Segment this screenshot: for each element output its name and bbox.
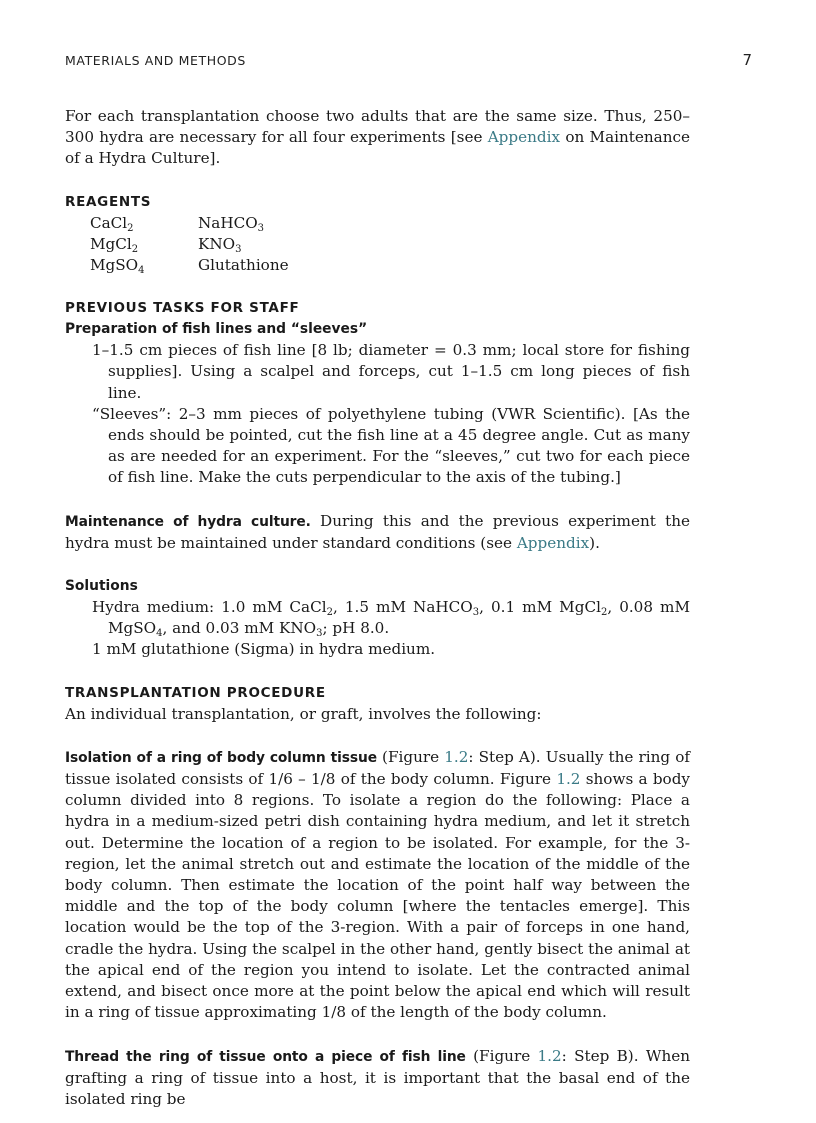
procedure-heading: TRANSPLANTATION PROCEDURE	[65, 684, 326, 701]
reagents-table	[90, 213, 289, 277]
glutathione-item: 1 mM glutathione (Sigma) in hydra medium.	[92, 640, 436, 659]
appendix-link[interactable]: Appendix	[487, 128, 561, 147]
fish-line-item: 1–1.5 cm pieces of fish line [8 lb; diameter = 0.3 mm; local store for fishing supplies]. Using a scalpel and forceps, cut 1–1.5 cm long pieces of fish line.	[92, 341, 690, 402]
reagent-name: MgSO$_4$	[90, 256, 145, 277]
running-head: MATERIALS AND METHODS	[65, 53, 246, 68]
staff-tasks-heading: PREVIOUS TASKS FOR STAFF	[65, 300, 300, 317]
figure-link[interactable]: 1.2	[537, 1046, 562, 1065]
reagents-heading: REAGENTS	[65, 193, 152, 210]
thread-paragraph: Thread the ring of tissue onto a piece of fish line (Figure 1.2: Step B). When grafting a ring of tissue into a host, it is important that the basal end of the isolated ring be	[65, 1046, 690, 1108]
reagent-name: Glutathione	[198, 256, 289, 275]
reagent-row	[90, 213, 289, 234]
maintenance-paragraph: Maintenance of hydra culture. During this and the previous experiment the hydra must be maintained under standard conditions (see Appendix).	[65, 511, 690, 552]
figure-link[interactable]: 1.2	[444, 747, 469, 766]
page-number: 7	[742, 51, 752, 69]
fish-lines-subheading: Preparation of fish lines and “sleeves”	[65, 321, 368, 338]
procedure-intro: An individual transplantation, or graft, involves the following:	[65, 704, 542, 723]
isolation-paragraph: Isolation of a ring of body column tissue (Figure 1.2: Step A). Usually the ring of tissue isolated consists of 1/6 – 1/8 of the body column. Figure 1.2 shows a body column divided into 8 regions. To isolate a region do the following: Place a hydra in a medium-sized petri dish containing hydra medium, and let it stretch out. Determine the location of a region to be isolated. For example, for the 3-region, let the animal stretch out and estimate the location of the middle of the body column. Then estimate the location of the point half way between the middle and the top of the body column [where the tentacles emerge]. This location would be the top of the 3-region. With a pair of forceps in one hand, cradle the hydra. Using the scalpel in the other hand, gently bisect the animal at the apical end of the region you intend to isolate. Let the contracted animal extend, and bisect once more at the point below the apical end which will result in a ring of tissue approximating 1/8 of the length of the body column.	[65, 747, 691, 1022]
appendix-link[interactable]: Appendix	[516, 533, 590, 552]
isolation-lead: Isolation of a ring of body column tissue	[65, 749, 377, 766]
thread-lead: Thread the ring of tissue onto a piece of fish line	[65, 1048, 466, 1065]
reagent-name: NaHCO$_3$	[198, 213, 265, 234]
reagent-row	[90, 255, 289, 276]
reagent-name: $KNO_3$	[198, 234, 242, 255]
solutions-heading: Solutions	[65, 578, 138, 595]
reagent-name: MgCl$_2$	[90, 234, 139, 255]
page-body	[65, 106, 690, 1110]
hydra-medium-item: Hydra medium: 1.0 mM CaCl$_2$, 1.5 mM NaHCO$_3$, 0.1 mM MgCl$_2$, 0.08 mM MgSO$_4$, and 0.03 mM $KNO_3$; pH 8.0.	[92, 598, 691, 640]
reagent-name: CaCl$_2$	[90, 213, 134, 234]
figure-link[interactable]: 1.2	[556, 770, 581, 789]
reagent-row	[90, 234, 289, 255]
maintenance-lead: Maintenance of hydra culture.	[65, 513, 311, 530]
sleeves-item: “Sleeves”: 2–3 mm pieces of polyethylene tubing (VWR Scientific). [As the ends should be pointed, cut the fish line at a 45 degree angle. Cut as many as are needed for an experiment. For the “sleeves,” cut two for each piece of fish line. Make the cuts perpendicular to the axis of the tubing.]	[92, 404, 690, 487]
intro-paragraph: For each transplantation choose two adults that are the same size. Thus, 250–300 hydra are necessary for all four experiments [see Appendix on Maintenance of a Hydra Culture].	[65, 107, 690, 168]
